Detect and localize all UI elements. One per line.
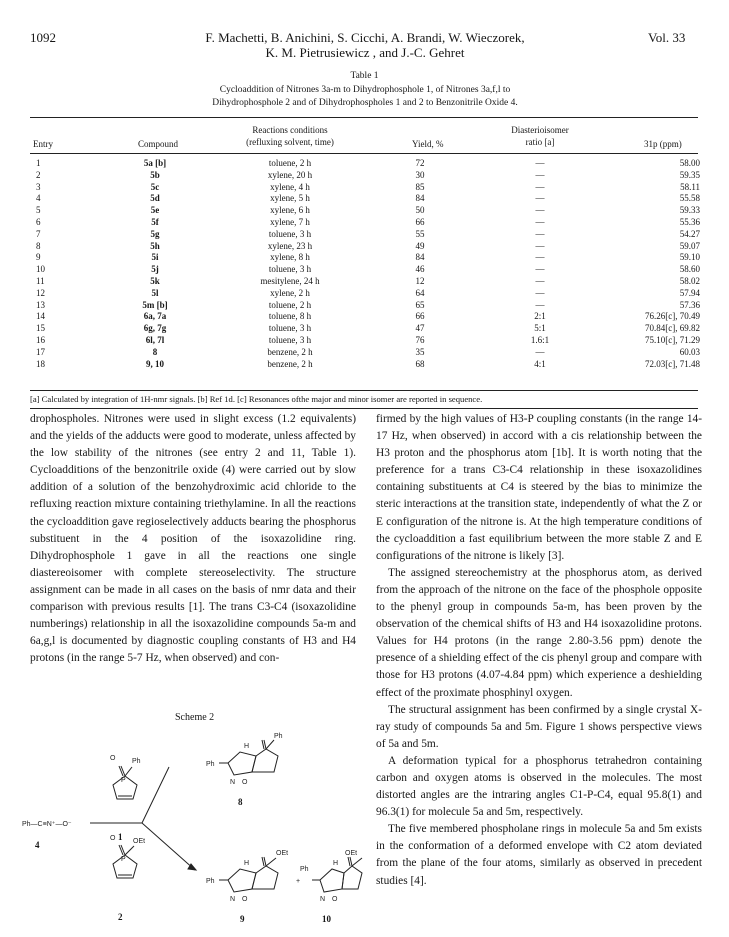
right-paragraph-5: The five membered phospholane rings in molecule 5a and 5m exists in the conformation of a deformed envelope with C2 atom deviated from the plane of the four atoms, similarly as observed in precedent studies [4]. — [376, 823, 702, 887]
cell-conditions: xylene, 4 h — [270, 181, 310, 192]
cell-conditions: xylene, 8 h — [270, 252, 310, 263]
left-column — [30, 411, 356, 667]
cell-ratio: — — [535, 158, 545, 168]
oet-label-10: OEt — [345, 850, 358, 857]
scheme-title: Scheme 2 — [175, 712, 215, 723]
cell-shift: 59.35 — [679, 169, 700, 180]
cell-ratio: — — [535, 264, 545, 275]
h-label-10: H — [333, 860, 339, 867]
compound-10-label: 10 — [322, 914, 331, 924]
cell-ratio: — — [535, 228, 545, 239]
header-conditions — [225, 124, 355, 148]
cell-conditions: toluene, 2 h — [268, 158, 312, 168]
header-31p-shift: 31p (ppm) — [644, 139, 682, 149]
cell-conditions: toluene, 2 h — [268, 299, 312, 310]
cell-yield: 66 — [415, 311, 425, 322]
cell-yield: 47 — [415, 323, 425, 334]
cell-compound: 5b — [150, 169, 160, 180]
table-row — [0, 252, 729, 264]
cell-yield: 84 — [415, 252, 425, 263]
volume-label: Vol. 33 — [648, 30, 686, 45]
table-row — [0, 335, 729, 347]
table-row — [0, 347, 729, 359]
n-label-8: N — [230, 779, 236, 786]
cell-compound: 5c — [150, 181, 160, 192]
cell-conditions: benzene, 2 h — [267, 346, 313, 357]
cell-ratio: 5:1 — [534, 323, 546, 334]
table-row — [0, 229, 729, 241]
right-paragraph-3: The structural assignment has been confirmed by a single crystal X-ray study of compounds 5a and 5m. Figure 1 shows perspective views of 5a and 5m. — [376, 703, 702, 750]
cell-entry: 1 — [36, 158, 41, 168]
cell-conditions: xylene, 6 h — [270, 205, 310, 216]
compound-2-label: 2 — [118, 912, 123, 922]
cell-conditions: benzene, 2 h — [267, 358, 313, 369]
table-body — [0, 158, 729, 388]
o-label-9: O — [242, 896, 248, 903]
table-row — [0, 311, 729, 323]
table-row — [0, 264, 729, 276]
left-paragraph-1: drophospholes. Nitrones were used in slight excess (1.2 equivalents) and the yields of the adducts were good to moderate, unless affected by the low stability of the nitrones (see entry 2 and 11, Table 1). Cycloadditions of the benzonitrile oxide (4) were carried out by slow addition of a solution of the benzohydroximic acid chloride to the refluxing reaction mixture containing triethylamine. In all the reactions the cycloaddition gave regioselectively adducts bearing the phosphorus substituent in the 4 position of the isoxazolidine ring. Dihydrophosphole 1 gave in all the reactions one single diastereoisomer with complete stereoselectivity. The structure assignment can be made in all cases on the basis of nmr data and their comparison with previous results [1]. The trans C3-C4 (isoxazolidine numberings) relationship in all the isoxazolidine compounds 5a-m and 6a,g,l is documented by diagnostic coupling constants of H3 and H4 protons (in the range 5-7 Hz, when observed) and con- — [30, 413, 356, 665]
table-row — [0, 359, 729, 371]
table-row — [0, 182, 729, 194]
header-ratio-line-2: ratio [a] — [525, 137, 555, 147]
table-bottom-rule — [30, 390, 698, 391]
cell-ratio: — — [535, 169, 545, 180]
cell-ratio: — — [535, 252, 545, 263]
table-caption-line-1: Cycloaddition of Nitrones 3a-m to Dihydrophosphole 1, of Nitrones 3a,f,l to — [219, 85, 511, 95]
authors-line-1: F. Machetti, B. Anichini, S. Cicchi, A. Brandi, W. Wieczorek, — [205, 30, 525, 45]
table-caption-line-2: Dihydrophosphole 2 and of Dihydrophospholes 1 and 2 to Benzonitrile Oxide 4. — [212, 98, 518, 108]
cell-conditions: xylene, 5 h — [270, 193, 310, 204]
cell-entry: 7 — [36, 228, 41, 239]
compound-1-label: 1 — [118, 832, 123, 842]
header-conditions-line-1: Reactions conditions — [252, 125, 328, 135]
oet-label-2: OEt — [133, 838, 146, 845]
cell-compound: 9, 10 — [146, 358, 164, 369]
cell-yield: 30 — [415, 169, 425, 180]
table-row — [0, 276, 729, 288]
cell-yield: 84 — [415, 193, 425, 204]
cell-shift: 55.36 — [679, 217, 700, 227]
header-conditions-line-2: (refluxing solvent, time) — [246, 137, 334, 147]
cell-yield: 12 — [415, 276, 425, 286]
ph-label-10: Ph — [300, 866, 309, 873]
cell-shift: 76.26[c], 70.49 — [645, 311, 700, 322]
cell-compound: 6a, 7a — [143, 311, 167, 322]
cell-yield: 35 — [415, 346, 425, 357]
cell-compound: 5e — [150, 205, 160, 216]
plus-sign: + — [296, 878, 301, 885]
cell-compound: 5k — [150, 276, 160, 286]
right-column — [376, 411, 702, 890]
h-label-8: H — [244, 743, 250, 750]
table-row — [0, 323, 729, 335]
cell-ratio: 1.6:1 — [530, 335, 550, 345]
cell-compound: 8 — [152, 346, 158, 357]
table-row — [0, 158, 729, 170]
cell-entry: 2 — [36, 169, 41, 180]
cell-shift: 70.84[c], 69.82 — [645, 323, 700, 334]
o-label-2: O — [110, 835, 116, 842]
cell-ratio: — — [535, 299, 545, 310]
table-footnote: [a] Calculated by integration of 1H-nmr signals. [b] Ref 1d. [c] Resonances ofthe major and minor isomer are reported in sequence. — [30, 394, 483, 404]
cell-conditions: toluene, 3 h — [268, 323, 312, 334]
cell-shift: 57.94 — [679, 287, 700, 298]
compound-8-label: 8 — [238, 797, 243, 807]
table-row — [0, 241, 729, 253]
cell-compound: 5g — [150, 228, 160, 239]
cell-entry: 6 — [36, 217, 41, 227]
reaction-arrows — [90, 767, 196, 870]
o-label-8: O — [242, 779, 248, 786]
p-label-2: P — [121, 856, 126, 863]
cell-shift: 60.03 — [679, 346, 700, 357]
cell-entry: 10 — [36, 264, 45, 275]
o-label-1: O — [110, 755, 116, 762]
cell-entry: 15 — [36, 323, 45, 334]
cell-ratio: — — [535, 181, 545, 192]
cell-yield: 85 — [415, 181, 425, 192]
compound-9-label: 9 — [240, 914, 245, 924]
header-ratio-line-1: Diasterioisomer — [511, 125, 569, 135]
right-paragraph-1: firmed by the high values of H3-P coupling constants (in the range 14-17 Hz, when observed) in accord with a cis relationship between the H3 proton and the phosphorus atom [1b]. It is worth noting that the preference for a trans C3-C4 relationship in these isoxazolidines containing substituents at C4 is steered by the bias to minimize the steric interactions at the transition state, independently of what the Z or E configuration of the nitrone is. At the high temperature conditions of the cycloaddition a fast equilibrium between the more stable Z and E configurations of the nitrone is likely [3]. — [376, 413, 702, 562]
cell-ratio: — — [535, 240, 545, 251]
cell-compound: 5l — [151, 287, 159, 298]
page-number: 1092 — [30, 30, 56, 45]
p-label-1: P — [121, 777, 126, 784]
cell-yield: 66 — [415, 217, 425, 227]
cell-shift: 57.36 — [679, 299, 700, 310]
right-paragraph-4: A deformation typical for a phosphorus tetrahedron containing carbon and oxygen atoms is observed in the molecules. The most distorted angles are the intraring angles C1-P-C4, equal 95.8(1) and 96.3(1) for molecule 5a and 5m, respectively. — [376, 754, 702, 819]
cell-entry: 4 — [36, 193, 41, 204]
cell-compound: 6l, 7l — [145, 335, 165, 345]
table-caption — [80, 84, 650, 110]
cell-shift: 58.02 — [679, 276, 700, 286]
cell-shift: 59.07 — [679, 240, 700, 251]
o-label-10: O — [332, 896, 338, 903]
cell-shift: 72.03[c], 71.48 — [645, 358, 700, 369]
cell-shift: 59.10 — [679, 252, 700, 263]
cell-ratio: — — [535, 205, 545, 216]
cell-compound: 5d — [150, 193, 160, 204]
cell-entry: 12 — [36, 287, 45, 298]
table-label: Table 1 — [350, 71, 379, 81]
cell-shift: 58.60 — [679, 264, 700, 275]
cell-compound: 5j — [151, 264, 159, 275]
cell-compound: 5f — [151, 217, 159, 227]
cell-shift: 54.27 — [679, 228, 700, 239]
cell-ratio: — — [535, 217, 545, 227]
cell-ratio: — — [535, 193, 545, 204]
cell-yield: 72 — [415, 158, 425, 168]
compound-4-label: 4 — [35, 840, 40, 850]
cell-yield: 64 — [415, 287, 425, 298]
cell-entry: 8 — [36, 240, 41, 251]
table-row — [0, 193, 729, 205]
cell-entry: 9 — [36, 252, 41, 263]
cell-entry: 16 — [36, 335, 45, 345]
table-top-rule — [30, 117, 698, 118]
cell-entry: 18 — [36, 358, 45, 369]
right-paragraph-2: The assigned stereochemistry at the phosphorus atom, as derived from the approach of the nitrone on the face of the phosphole opposite to the phenyl group in compounds 5a-m, has been proven by the observation of the chemical shifts of H3 and H4 isoxazolidine protons. Values for H4 protons (in the range 2.80-3.56 ppm) denote the presence of a shielding effect of the cis phenyl group and compare with those for H3 protons (4.07-4.84 ppm) which experience a deshielding effect of the proximate phosphinyl oxygen. — [376, 566, 702, 699]
cell-shift: 75.10[c], 71.29 — [645, 335, 700, 345]
author-list — [150, 30, 580, 60]
ph-label-1: Ph — [132, 758, 141, 765]
cell-conditions: xylene, 2 h — [270, 287, 310, 298]
cell-entry: 3 — [36, 181, 41, 192]
cell-entry: 11 — [36, 276, 45, 286]
table-row — [0, 288, 729, 300]
cell-compound: 5m [b] — [142, 299, 168, 310]
cell-conditions: mesitylene, 24 h — [260, 276, 320, 286]
cell-compound: 5i — [151, 252, 159, 263]
oet-label-9: OEt — [276, 850, 289, 857]
ph-label-8: Ph — [206, 761, 215, 768]
cell-yield: 49 — [415, 240, 425, 251]
cell-shift: 59.33 — [679, 205, 700, 216]
table-header-rule — [30, 153, 698, 154]
cell-ratio: 2:1 — [534, 311, 546, 322]
n-label-9: N — [230, 896, 236, 903]
table-row — [0, 300, 729, 312]
cell-yield: 55 — [415, 228, 425, 239]
cell-conditions: xylene, 20 h — [267, 169, 313, 180]
header-yield: Yield, % — [412, 139, 444, 149]
nitrile-oxide-formula: Ph—C≡N⁺—O⁻ — [22, 821, 72, 828]
cell-compound: 5a [b] — [143, 158, 167, 168]
cell-ratio: — — [535, 276, 545, 286]
cell-conditions: xylene, 23 h — [267, 240, 313, 251]
header-entry: Entry — [33, 139, 53, 149]
cell-yield: 46 — [415, 264, 425, 275]
cell-ratio: 4:1 — [534, 358, 546, 369]
cell-ratio: — — [535, 346, 545, 357]
cell-shift: 58.00 — [679, 158, 700, 168]
cell-entry: 17 — [36, 346, 45, 357]
footnote-rule — [30, 408, 698, 409]
cell-entry: 13 — [36, 299, 45, 310]
h-label-9: H — [244, 860, 250, 867]
ph-label-9: Ph — [206, 878, 215, 885]
table-row — [0, 217, 729, 229]
cell-entry: 5 — [36, 205, 41, 216]
cell-conditions: toluene, 3 h — [268, 228, 312, 239]
cell-yield: 76 — [415, 335, 425, 345]
cell-conditions: toluene, 3 h — [268, 264, 312, 275]
cell-conditions: toluene, 8 h — [268, 311, 312, 322]
header-compound: Compound — [138, 139, 179, 149]
scheme-2-graphic — [20, 722, 365, 932]
cell-entry: 14 — [36, 311, 45, 322]
cell-compound: 5h — [150, 240, 160, 251]
cell-ratio: — — [535, 287, 545, 298]
n-label-10: N — [320, 896, 326, 903]
cell-shift: 55.58 — [679, 193, 700, 204]
cell-yield: 68 — [415, 358, 425, 369]
cell-shift: 58.11 — [680, 181, 700, 192]
cell-conditions: xylene, 7 h — [270, 217, 310, 227]
header-ratio — [495, 124, 585, 148]
cell-yield: 65 — [415, 299, 425, 310]
ph-label-8b: Ph — [274, 733, 283, 740]
table-row — [0, 170, 729, 182]
cell-yield: 50 — [415, 205, 425, 216]
authors-line-2: K. M. Pietrusiewicz , and J.-C. Gehret — [265, 45, 465, 60]
cell-compound: 6g, 7g — [143, 323, 167, 334]
table-row — [0, 205, 729, 217]
cell-conditions: toluene, 3 h — [268, 335, 312, 345]
